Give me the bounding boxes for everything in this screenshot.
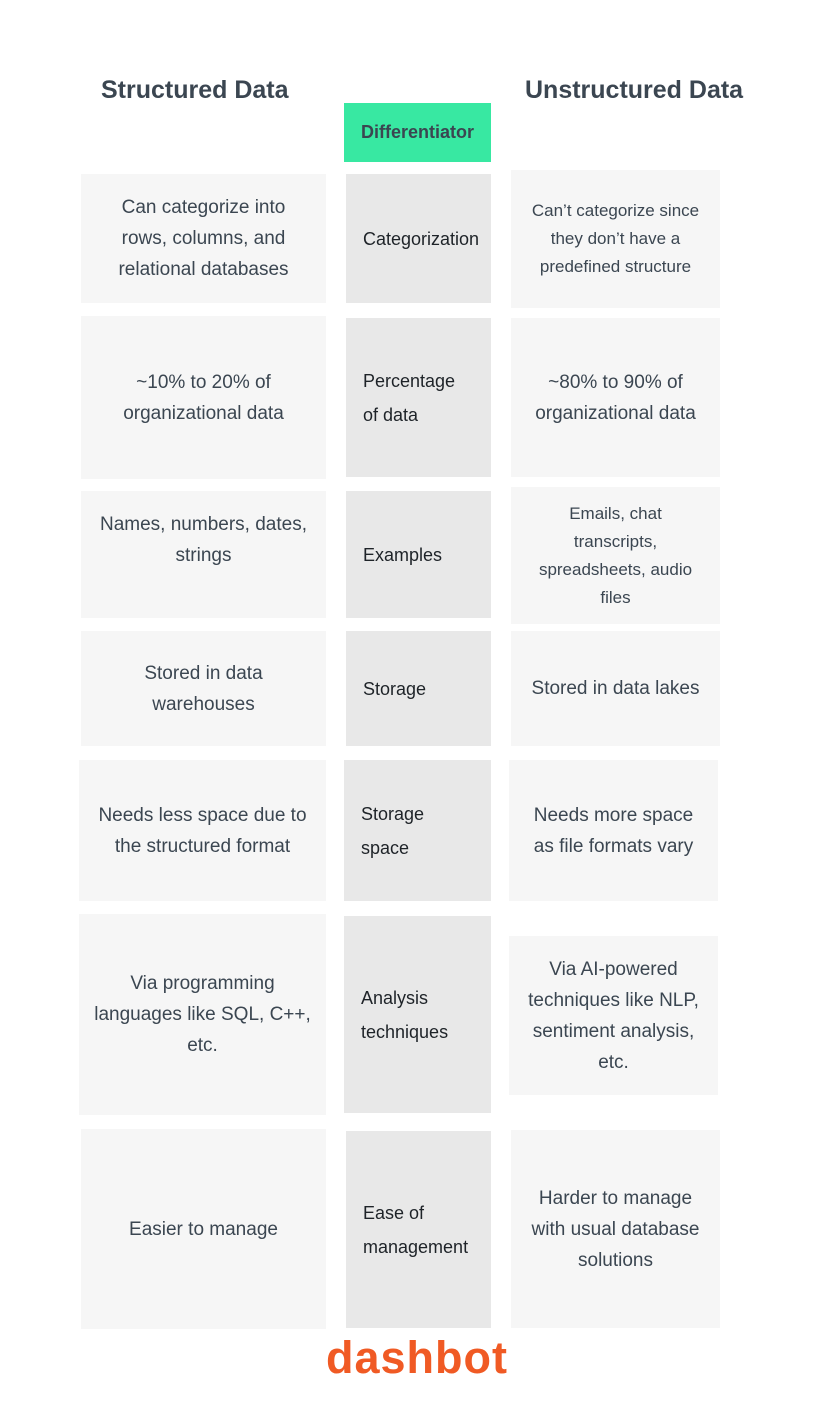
dashbot-logo: dashbot <box>326 1332 508 1383</box>
unstructured-cell-examples <box>511 487 720 624</box>
unstructured-text: Can’t categorize since they don’t have a predefined structure <box>531 201 700 276</box>
structured-data-heading: Structured Data <box>101 76 289 104</box>
unstructured-text: Harder to manage with usual database solutions <box>531 1187 700 1271</box>
unstructured-cell-management <box>511 1130 720 1328</box>
unstructured-text: Needs more space as file formats vary <box>533 804 694 857</box>
structured-cell-storage-space <box>79 760 326 901</box>
differentiator-text: Categorization <box>363 228 480 249</box>
unstructured-cell-categorization <box>511 170 720 308</box>
differentiator-cell-storage <box>346 631 491 746</box>
structured-cell-analysis <box>79 914 326 1115</box>
differentiator-text: Storage <box>363 678 427 699</box>
differentiator-header <box>344 103 491 162</box>
differentiator-cell-categorization <box>346 174 491 303</box>
differentiator-cell-storage-space <box>344 760 491 901</box>
differentiator-text: Analysis techniques <box>361 987 449 1042</box>
unstructured-cell-storage <box>511 631 720 746</box>
structured-cell-management <box>81 1129 326 1329</box>
structured-text: ~10% to 20% of organizational data <box>123 371 284 424</box>
differentiator-cell-examples <box>346 491 491 618</box>
differentiator-cell-analysis <box>344 916 491 1113</box>
structured-text: Names, numbers, dates, strings <box>100 513 307 566</box>
unstructured-text: ~80% to 90% of organizational data <box>535 371 696 424</box>
unstructured-text: Stored in data lakes <box>531 678 700 699</box>
differentiator-text: Percentage of data <box>363 370 456 425</box>
unstructured-data-heading: Unstructured Data <box>525 76 744 104</box>
structured-cell-storage <box>81 631 326 746</box>
unstructured-cell-analysis <box>509 936 718 1095</box>
structured-cell-examples <box>81 491 326 618</box>
differentiator-text: Storage space <box>361 803 425 858</box>
unstructured-cell-storage-space <box>509 760 718 901</box>
structured-text: Via programming languages like SQL, C++, etc. <box>94 973 311 1056</box>
unstructured-text: Emails, chat transcripts, spreadsheets, audio files <box>538 503 693 607</box>
structured-text: Easier to manage <box>129 1218 278 1240</box>
differentiator-text: Ease of management <box>363 1202 469 1257</box>
structured-cell-percentage <box>81 316 326 479</box>
unstructured-text: Via AI-powered techniques like NLP, sentiment analysis, etc. <box>528 958 699 1073</box>
unstructured-cell-percentage <box>511 318 720 477</box>
structured-text: Can categorize into rows, columns, and relational databases <box>118 197 289 280</box>
differentiator-cell-percentage <box>346 318 491 477</box>
structured-cell-categorization <box>81 174 326 303</box>
structured-text: Stored in data warehouses <box>144 662 263 715</box>
differentiator-text: Examples <box>363 544 443 565</box>
structured-text: Needs less space due to the structured format <box>98 804 307 857</box>
differentiator-header-label: Differentiator <box>360 122 474 142</box>
differentiator-cell-management <box>346 1131 491 1328</box>
